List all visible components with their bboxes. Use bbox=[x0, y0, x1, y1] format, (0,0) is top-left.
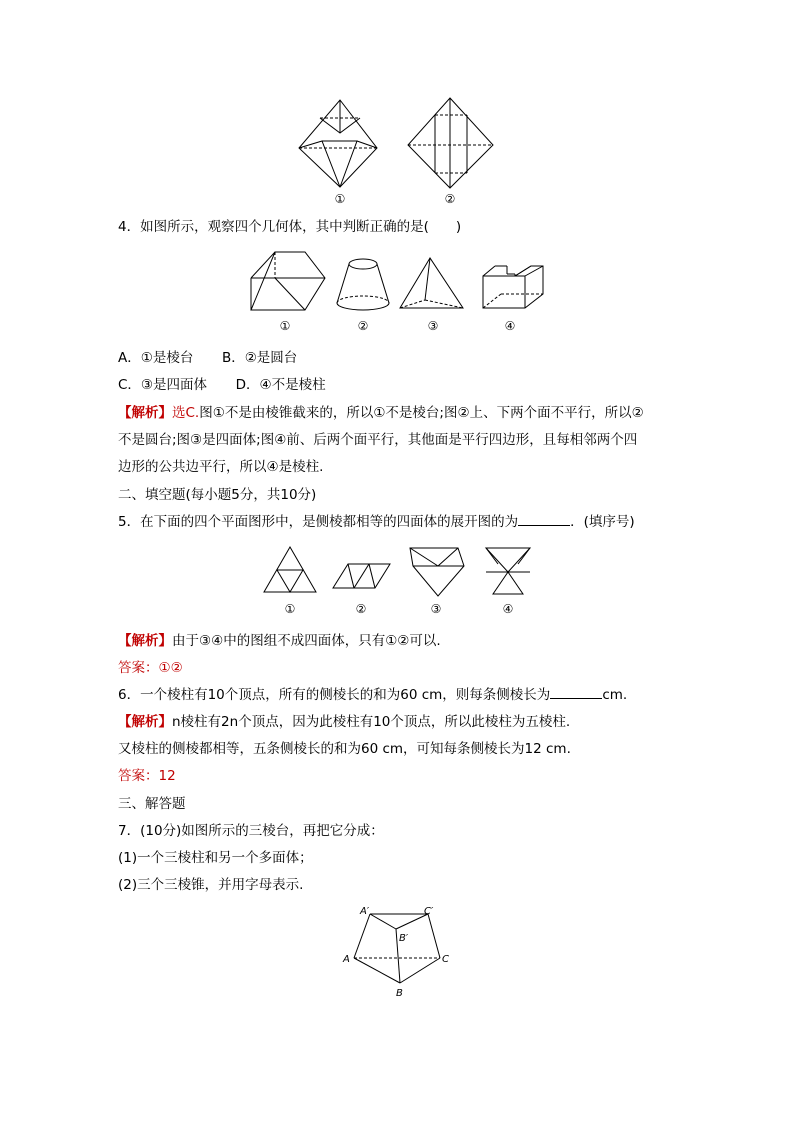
q4-analysis-line-3: 边形的公共边平行，所以④是棱柱. bbox=[118, 459, 324, 475]
q4-analysis-line-2: 不是圆台;图③是四面体;图④前、后两个面平行，其他面是平行四边形，且每相邻两个四 bbox=[118, 432, 638, 448]
top-figure bbox=[290, 95, 510, 210]
q4-fig-label-4: ④ bbox=[504, 319, 516, 333]
q5-figure bbox=[258, 544, 538, 619]
q4-stem: 4．如图所示，观察四个几何体，其中判断正确的是( ) bbox=[118, 219, 462, 235]
q4-fig-label-2: ② bbox=[357, 319, 369, 333]
analysis-tag: 【解析】 bbox=[118, 714, 172, 730]
q7-part-1: (1)一个三棱柱和另一个多面体； bbox=[118, 850, 313, 866]
section-2-heading: 二、填空题(每小题5分，共10分) bbox=[118, 487, 317, 503]
q4-options-ab bbox=[118, 349, 297, 367]
section-3-heading: 三、解答题 bbox=[118, 796, 186, 812]
q4-figure bbox=[245, 248, 555, 336]
analysis-lead: 选C. bbox=[172, 405, 200, 421]
q6-answer: 答案：12 bbox=[118, 768, 176, 784]
answer-blank[interactable] bbox=[550, 686, 602, 699]
q7-part-2: (2)三个三棱锥，并用字母表示. bbox=[118, 877, 304, 893]
q5-answer: 答案：①② bbox=[118, 660, 183, 676]
vertex-c: C bbox=[442, 954, 449, 965]
option-d: D．④不是棱柱 bbox=[235, 377, 326, 393]
fig-top-label-2: ② bbox=[444, 192, 456, 206]
vertex-a-prime: A′ bbox=[360, 906, 370, 917]
q5-fig-label-2: ② bbox=[355, 602, 367, 616]
answer-blank[interactable] bbox=[518, 513, 570, 526]
q5-fig-label-4: ④ bbox=[502, 602, 514, 616]
fig-top-label-1: ① bbox=[334, 192, 346, 206]
option-b: B．②是圆台 bbox=[221, 350, 298, 366]
vertex-c-prime: C′ bbox=[424, 906, 434, 917]
q4-fig-label-1: ① bbox=[279, 319, 291, 333]
analysis-tag: 【解析】 bbox=[118, 633, 172, 649]
option-c: C．③是四面体 bbox=[118, 377, 208, 393]
option-a: A．①是棱台 bbox=[118, 350, 194, 366]
q7-stem: 7．(10分)如图所示的三棱台，再把它分成： bbox=[118, 823, 384, 839]
q6-analysis-line-1: 【解析】n棱柱有2n个顶点，因为此棱柱有10个顶点，所以此棱柱为五棱柱. bbox=[118, 714, 571, 730]
q6-stem: 6．一个棱柱有10个顶点，所有的侧棱长的和为60 cm，则每条侧棱长为 cm. bbox=[118, 687, 628, 703]
vertex-b-prime: B′ bbox=[399, 933, 409, 944]
q5-fig-label-3: ③ bbox=[430, 602, 442, 616]
analysis-tag: 【解析】 bbox=[118, 405, 172, 421]
q4-analysis-line-1: 【解析】选C.图①不是由棱锥截来的，所以①不是棱台;图②上、下两个面不平行，所以② bbox=[118, 405, 644, 421]
q5-stem: 5．在下面的四个平面图形中，是侧棱都相等的四面体的展开图的为 ．(填序号) bbox=[118, 514, 635, 530]
q4-fig-label-3: ③ bbox=[427, 319, 439, 333]
vertex-b: B bbox=[396, 988, 403, 999]
q5-fig-label-1: ① bbox=[284, 602, 296, 616]
q5-analysis: 【解析】由于③④中的图组不成四面体，只有①②可以. bbox=[118, 633, 441, 649]
q6-analysis-line-2: 又棱柱的侧棱都相等，五条侧棱长的和为60 cm，可知每条侧棱长为12 cm. bbox=[118, 741, 571, 757]
q7-frustum-figure bbox=[340, 903, 460, 1003]
q4-options-cd bbox=[118, 376, 326, 394]
vertex-a: A bbox=[343, 954, 350, 965]
